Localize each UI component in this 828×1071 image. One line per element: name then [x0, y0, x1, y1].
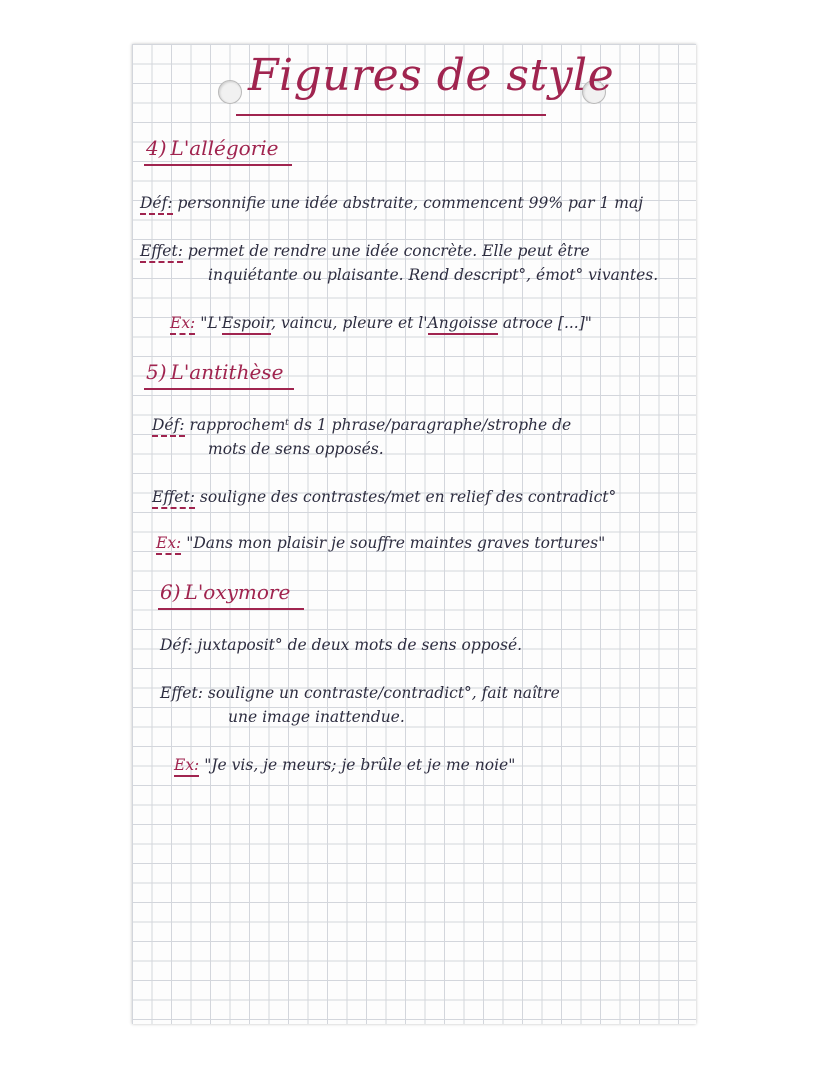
definition-line-continued: mots de sens opposés. — [208, 440, 384, 458]
heading-underline — [144, 388, 294, 390]
ex-text-part: "L' — [200, 314, 222, 332]
ex-text: "Dans mon plaisir je souffre maintes graves tortures" — [186, 534, 606, 552]
definition-line — [140, 194, 643, 212]
definition-line — [152, 416, 571, 434]
example-line — [174, 756, 515, 774]
ex-text-part: , vaincu, pleure et l' — [271, 314, 428, 332]
heading-underline — [144, 164, 292, 166]
effect-line — [140, 242, 590, 260]
effet-label: Effet: — [152, 488, 195, 509]
ex-label: Ex: — [156, 534, 181, 555]
ex-label: Ex: — [170, 314, 195, 335]
ex-highlight-espoir: Espoir — [222, 314, 271, 335]
section-heading-oxymore — [160, 580, 290, 604]
example-line — [156, 534, 605, 552]
page-title: Figures de style — [248, 50, 615, 101]
effect-line-continued: inquiétante ou plaisante. Rend descript°, émot° vivantes. — [208, 266, 659, 284]
def-label: Déf: — [160, 636, 193, 654]
ex-text: "Je vis, je meurs; je brûle et je me noie" — [204, 756, 516, 774]
effet-text: souligne des contrastes/met en relief des contradict° — [199, 488, 617, 506]
effet-label: Effet: — [140, 242, 183, 263]
binder-hole-left — [218, 80, 242, 104]
ex-highlight-angoisse: Angoisse — [428, 314, 498, 335]
effect-line — [160, 684, 560, 702]
effect-line — [152, 488, 616, 506]
def-label: Déf: — [152, 416, 185, 437]
effect-line-continued: une image inattendue. — [228, 708, 405, 726]
heading-underline — [158, 608, 304, 610]
def-label: Déf: — [140, 194, 173, 215]
section-number: 6) — [160, 580, 181, 604]
section-heading-antithese — [146, 360, 283, 384]
ex-label: Ex: — [174, 756, 199, 777]
section-number: 4) — [146, 136, 167, 160]
def-text: personnifie une idée abstraite, commencent 99% par 1 maj — [177, 194, 644, 212]
section-title: L'allégorie — [170, 136, 279, 160]
def-text: juxtaposit° de deux mots de sens opposé. — [197, 636, 523, 654]
grid-paper-sheet — [132, 44, 696, 1024]
effet-label: Effet: — [160, 684, 203, 702]
def-text: rapprochemᵗ ds 1 phrase/paragraphe/strophe de — [189, 416, 572, 434]
section-title: L'oxymore — [184, 580, 291, 604]
effet-text: permet de rendre une idée concrète. Elle peut être — [187, 242, 590, 260]
section-number: 5) — [146, 360, 167, 384]
ex-text-part: atroce [...]" — [497, 314, 592, 332]
section-heading-allegorie — [146, 136, 279, 160]
section-title: L'antithèse — [170, 360, 284, 384]
title-underline — [236, 114, 546, 116]
definition-line — [160, 636, 522, 654]
example-line — [170, 314, 592, 332]
effet-text: souligne un contraste/contradict°, fait naître — [207, 684, 560, 702]
